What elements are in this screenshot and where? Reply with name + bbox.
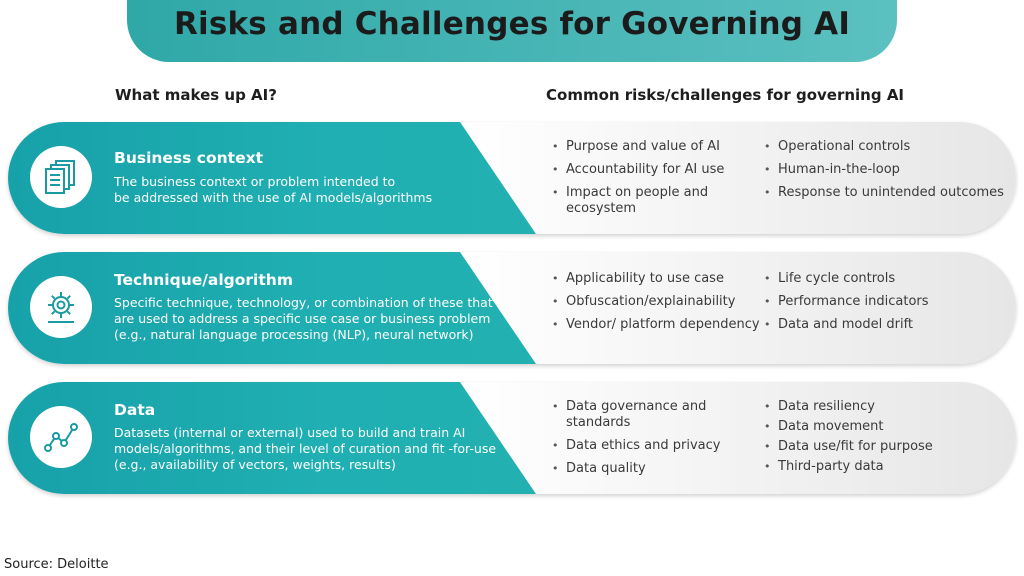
documents-icon bbox=[44, 159, 78, 195]
title-banner bbox=[127, 0, 897, 62]
description-line: Datasets (internal or external) used to build and train AI bbox=[114, 425, 466, 440]
gear-icon-circle bbox=[30, 276, 92, 338]
description-line: models/algorithms, and their level of curation and fit -for-use bbox=[114, 441, 497, 456]
risk-item: • Vendor/ platform dependency bbox=[552, 317, 762, 333]
row-description bbox=[114, 174, 504, 206]
description-line: are used to address a specific use case or business problem bbox=[114, 311, 491, 326]
page-title: Risks and Challenges for Governing AI bbox=[173, 6, 851, 42]
risk-list-left bbox=[552, 139, 727, 224]
risk-list-right bbox=[764, 399, 1004, 482]
left-column-header: What makes up AI? bbox=[115, 86, 277, 104]
risk-item: • Data and model drift bbox=[764, 317, 1004, 333]
description-line: Specific technique, technology, or combination of these that bbox=[114, 295, 493, 310]
description-line: The business context or problem intended to bbox=[114, 174, 396, 189]
row-description bbox=[114, 425, 514, 473]
risk-item: • Impact on people and ecosystem bbox=[552, 185, 716, 217]
row-data bbox=[8, 382, 1016, 494]
description-line: (e.g., natural language processing (NLP), neural network) bbox=[114, 327, 474, 342]
risk-item: • Human-in-the-loop bbox=[764, 162, 1004, 178]
row-title: Technique/algorithm bbox=[114, 271, 293, 289]
risk-list-right bbox=[764, 271, 1004, 340]
row-description bbox=[114, 295, 514, 343]
gear-icon bbox=[43, 289, 79, 325]
risk-item: • Data ethics and privacy bbox=[552, 438, 722, 454]
row-title: Data bbox=[114, 401, 156, 419]
source-note: Source: Deloitte bbox=[4, 557, 109, 572]
risk-item: • Data use/fit for purpose bbox=[764, 439, 1004, 455]
risk-item: • Data movement bbox=[764, 419, 1004, 435]
risk-item: • Performance indicators bbox=[764, 294, 1004, 310]
right-column-header: Common risks/challenges for governing AI bbox=[546, 86, 905, 104]
row-business-context bbox=[8, 122, 1016, 234]
risk-item: • Operational controls bbox=[764, 139, 1004, 155]
risk-item: • Response to unintended outcomes bbox=[764, 185, 1004, 201]
risk-item: • Data governance and standards bbox=[552, 399, 711, 431]
risk-item: • Third-party data bbox=[764, 459, 1004, 475]
risk-list-left bbox=[552, 399, 722, 484]
row-title: Business context bbox=[114, 149, 263, 167]
risk-item: • Life cycle controls bbox=[764, 271, 1004, 287]
row-technique-algorithm bbox=[8, 252, 1016, 364]
line-chart-icon-circle bbox=[30, 406, 92, 468]
risk-item: • Data quality bbox=[552, 461, 722, 477]
risk-list-right bbox=[764, 139, 1004, 208]
risk-item: • Purpose and value of AI bbox=[552, 139, 727, 155]
risk-item: • Applicability to use case bbox=[552, 271, 762, 287]
line-chart-icon bbox=[43, 419, 79, 455]
description-line: be addressed with the use of AI models/algorithms bbox=[114, 190, 433, 205]
risk-item: • Data resiliency bbox=[764, 399, 1004, 415]
risk-list-left bbox=[552, 271, 762, 340]
risk-item: • Obfuscation/explainability bbox=[552, 294, 762, 310]
description-line: (e.g., availability of vectors, weights, results) bbox=[114, 457, 396, 472]
risk-item: • Accountability for AI use bbox=[552, 162, 727, 178]
documents-icon-circle bbox=[30, 146, 92, 208]
